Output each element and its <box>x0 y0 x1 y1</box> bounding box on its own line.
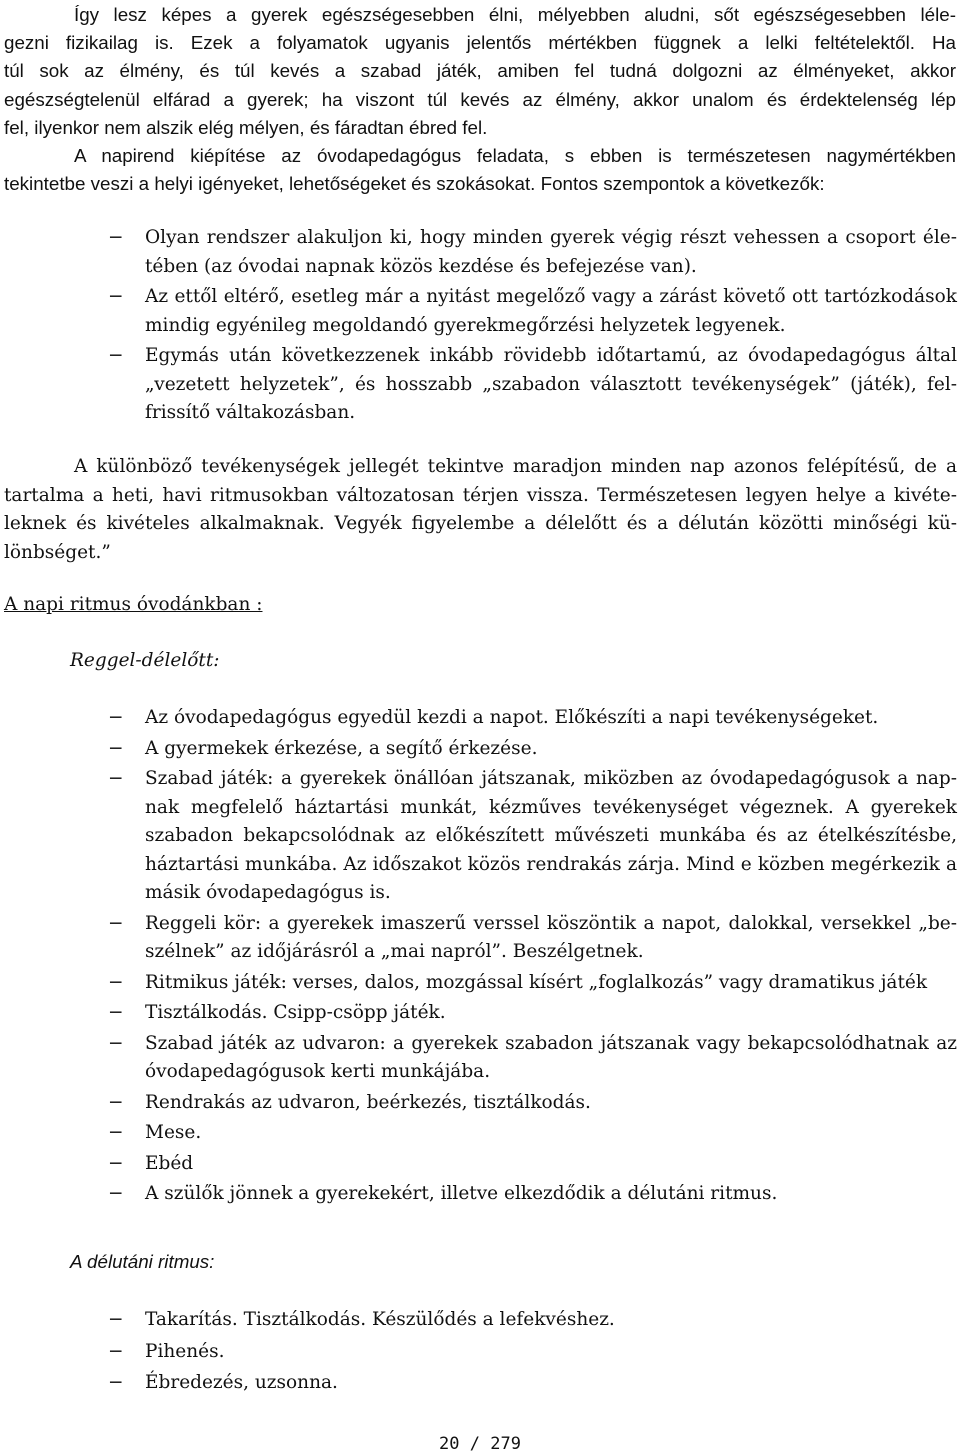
list-item <box>0 969 960 998</box>
list-item-text: Egymás után következzenek inkább rövidebb időtartamú, az óvodapedagógus által „vezetett helyzetek”, és hosszabb „szabadon választott tevékenységek” (játék), fel-frissítő váltakozásban. <box>145 345 957 423</box>
dash-bullet: − <box>108 912 124 934</box>
text-line: Így lesz képes a gyerek egészségesebben élni, mélyebben aludni, sőt egészségesebben léle- <box>74 4 956 25</box>
list-item-text: A gyermekek érkezése, a segítő érkezése. <box>145 737 538 759</box>
text-line: fel, ilyenkor nem alszik elég mélyen, és fáradtan ébred fel. <box>4 116 488 138</box>
paragraph-text: A különböző tevékenységek jellegét tekintve maradjon minden nap azonos felépítésű, de a tartalma a heti, havi ritmusokban változatosan térjen vissza. Természetesen legyen helye a kivéte-leknek és kivételes alkalmaknak. Vegyék figyelembe a délelőtt és a délután közötti minőségi kü-lönbséget.” <box>4 456 957 563</box>
dash-bullet: − <box>108 1122 124 1143</box>
list-item <box>0 1338 960 1367</box>
list-item-text: A szülők jönnek a gyerekekért, illetve elkezdődik a délutáni ritmus. <box>145 1183 778 1204</box>
list-item <box>0 1119 960 1148</box>
napirend-paragraph <box>4 142 956 198</box>
list-item-text: Ébredezés, uzsonna. <box>145 1372 338 1393</box>
dash-bullet: − <box>108 227 124 248</box>
list-item <box>0 224 960 281</box>
list-item-text: Mese. <box>145 1122 202 1143</box>
list-item <box>0 1369 960 1398</box>
morning-list <box>0 704 960 1209</box>
list-item <box>0 1030 960 1087</box>
list-item-text: Szabad játék az udvaron: a gyerekek szabadon játszanak vagy bekapcsolódhatnak az óvodapedagógusok kerti munkájába. <box>145 1032 957 1082</box>
section-title: A napi ritmus óvodánkban : <box>4 594 263 615</box>
list-item-text: Ebéd <box>145 1152 194 1174</box>
list-item-text: Az ettől eltérő, esetleg már a nyitást megelőző vagy a zárást követő ott tartózkodások mindig egyénileg megoldandó gyerekmegőrzési helyzetek legyenek. <box>145 286 957 336</box>
afternoon-title: A délutáni ritmus: <box>70 1251 215 1272</box>
list-item <box>0 1180 960 1209</box>
dash-bullet: − <box>108 1032 124 1054</box>
list-item <box>0 704 960 733</box>
dash-bullet: − <box>108 737 124 759</box>
list-item-text: Tisztálkodás. Csipp-csöpp játék. <box>145 1002 446 1023</box>
list-item-text: Ritmikus játék: verses, dalos, mozgással kísért „foglalkozás” vagy dramatikus játék <box>145 971 928 993</box>
list-item <box>0 765 960 908</box>
list-item-text: Szabad játék: a gyerekek önállóan játszanak, miközben az óvodapedagógusok a nap-nak megfelelő háztartási munkát, kézműves tevékenységet végeznek. A gyerekek szabadon bekapcsolódnak az előkészített művészeti munkába és az ételkészítésbe, háztartási munkába. Az időszakot közös rendrakás zárja. Mind e közben megérkezik a másik óvodapedagógus is. <box>145 768 957 903</box>
text-line: egészségtelenül elfárad a gyerek; ha viszont túl kevés az élmény, akkor unalom és érdektelenség lép <box>4 88 956 110</box>
afternoon-list <box>0 1306 960 1398</box>
page-number: 20 / 279 <box>439 1434 521 1454</box>
intro-paragraph <box>4 1 956 142</box>
list-item-text: Pihenés. <box>145 1340 225 1362</box>
list-item <box>0 283 960 340</box>
list-item-text: Olyan rendszer alakuljon ki, hogy minden gyerek végig részt vehessen a csoport éle-tében (az óvodai napnak közös kezdése és befejezése van). <box>145 227 957 277</box>
dash-bullet: − <box>108 768 124 789</box>
list-item <box>0 910 960 967</box>
kulonbozo-paragraph <box>0 453 960 567</box>
list-item <box>0 1306 960 1335</box>
dash-bullet: − <box>108 1372 124 1393</box>
text-line: túl sok az élmény, és túl kevés a szabad játék, amiben fel tudná dolgozni az élményeket, akkor <box>4 60 956 82</box>
dash-bullet: − <box>108 1309 124 1330</box>
list-item-text: Takarítás. Tisztálkodás. Készülődés a lefekvéshez. <box>145 1309 615 1330</box>
dash-bullet: − <box>108 345 124 366</box>
text-line: A napirend kiépítése az óvodapedagógus feladata, s ebben is természetesen nagymértékben <box>74 145 956 166</box>
dash-bullet: − <box>108 1091 124 1113</box>
dash-bullet: − <box>108 1002 124 1023</box>
dash-bullet: − <box>108 1152 124 1174</box>
dash-bullet: − <box>108 1183 124 1204</box>
list-item <box>0 342 960 428</box>
list-item <box>0 999 960 1028</box>
principles-list <box>0 224 960 428</box>
list-item-text: Reggeli kör: a gyerekek imaszerű verssel köszöntik a napot, dalokkal, versekkel „be-szélnek” az időjárásról a „mai napról”. Beszélgetnek. <box>145 912 957 962</box>
dash-bullet: − <box>108 1340 124 1362</box>
list-item <box>0 735 960 764</box>
list-item <box>0 1089 960 1118</box>
text-line: gezni fizikailag is. Ezek a folyamatok ugyanis jelentős mértékben függnek a lelki feltételektől. Ha <box>4 32 956 54</box>
dash-bullet: − <box>108 707 124 728</box>
list-item-text: Rendrakás az udvaron, beérkezés, tisztálkodás. <box>145 1091 591 1113</box>
dash-bullet: − <box>108 286 124 307</box>
morning-title: Reggel-délelőtt: <box>70 650 220 671</box>
list-item <box>0 1150 960 1179</box>
list-item-text: Az óvodapedagógus egyedül kezdi a napot. Előkészíti a napi tevékenységeket. <box>145 707 879 728</box>
dash-bullet: − <box>108 971 124 993</box>
text-line: tekintetbe veszi a helyi igényeket, lehetőségeket és szokásokat. Fontos szempontok a következők: <box>4 173 825 195</box>
